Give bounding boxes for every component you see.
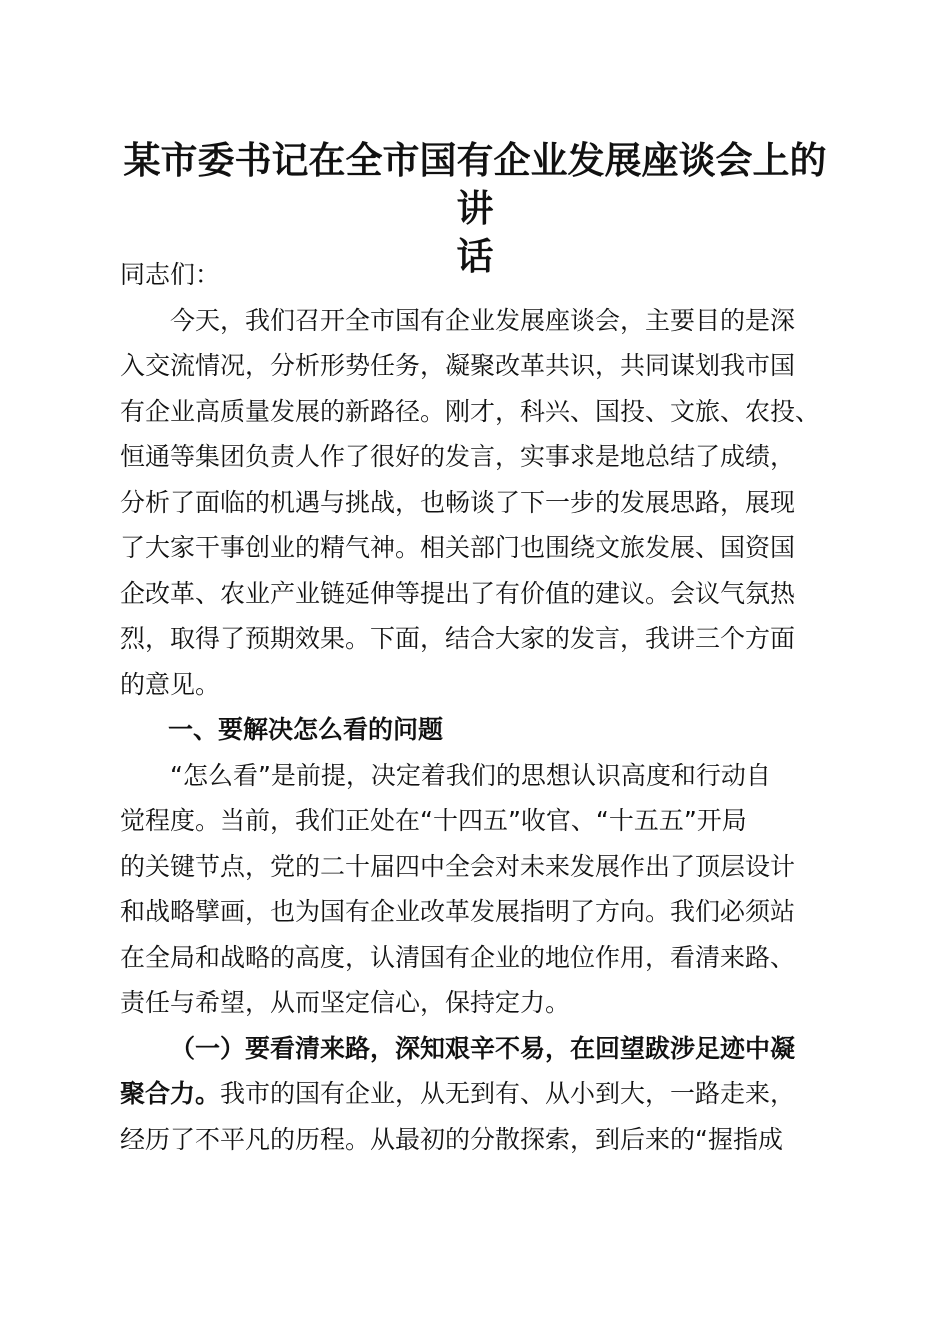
paragraph-1-line-2: 入交流情况，分析形势任务，凝聚改革共识，共同谋划我市国: [120, 351, 796, 380]
paragraph-2-line-4: 和战略擘画，也为国有企业改革发展指明了方向。我们必须站: [120, 897, 796, 926]
paragraph-2-line-1: “怎么看”是前提，决定着我们的思想认识高度和行动自: [170, 760, 771, 790]
title-line-1: 某市委书记在全市国有企业发展座谈会上的讲: [123, 138, 827, 230]
paragraph-3-line-2-rest: 我市的国有企业，从无到有、从小到大，一路走来，: [220, 1079, 796, 1108]
paragraph-3-line-1: （一）要看清来路，深知艰辛不易，在回望跋涉足迹中凝: [170, 1033, 796, 1063]
section-heading-1: 一、要解决怎么看的问题: [168, 715, 444, 744]
paragraph-2-line-3: 的关键节点，党的二十届四中全会对未来发展作出了顶层设计: [120, 851, 796, 881]
paragraph-2-line-2: 觉程度。当前，我们正处在“十四五”收官、“十五五”开局: [120, 806, 747, 835]
paragraph-3-line-2: [120, 1071, 832, 1117]
document-body: [120, 252, 832, 1162]
paragraph-3-line-3: 经历了不平凡的历程。从最初的分散探索，到后来的“握指成: [120, 1124, 783, 1154]
paragraph-1-line-6: 了大家干事创业的精气神。相关部门也围绕文旅发展、国资国: [120, 533, 796, 562]
paragraph-1-line-9: 的意见。: [120, 669, 221, 699]
paragraph-2-line-6: 责任与希望，从而坚定信心，保持定力。: [120, 988, 571, 1017]
paragraph-2-line-5: 在全局和战略的高度，认清国有企业的地位作用，看清来路、: [120, 942, 796, 972]
paragraph-1-line-8: 烈，取得了预期效果。下面，结合大家的发言，我讲三个方面: [120, 624, 796, 653]
salutation: 同志们：: [120, 260, 221, 289]
paragraph-1-line-1: 今天，我们召开全市国有企业发展座谈会，主要目的是深: [170, 305, 796, 335]
paragraph-1-line-3: 有企业高质量发展的新路径。刚才，科兴、国投、文旅、农投、: [120, 396, 821, 426]
title-line-2: 话: [456, 234, 494, 278]
paragraph-1-line-5: 分析了面临的机遇与挑战，也畅谈了下一步的发展思路，展现: [120, 487, 796, 517]
paragraph-1-line-7: 企改革、农业产业链延伸等提出了有价值的建议。会议气氛热: [120, 578, 796, 608]
paragraph-3-subheading-end: 聚合力。: [120, 1079, 221, 1108]
paragraph-1-line-4: 恒通等集团负责人作了很好的发言，实事求是地总结了成绩，: [120, 442, 796, 471]
